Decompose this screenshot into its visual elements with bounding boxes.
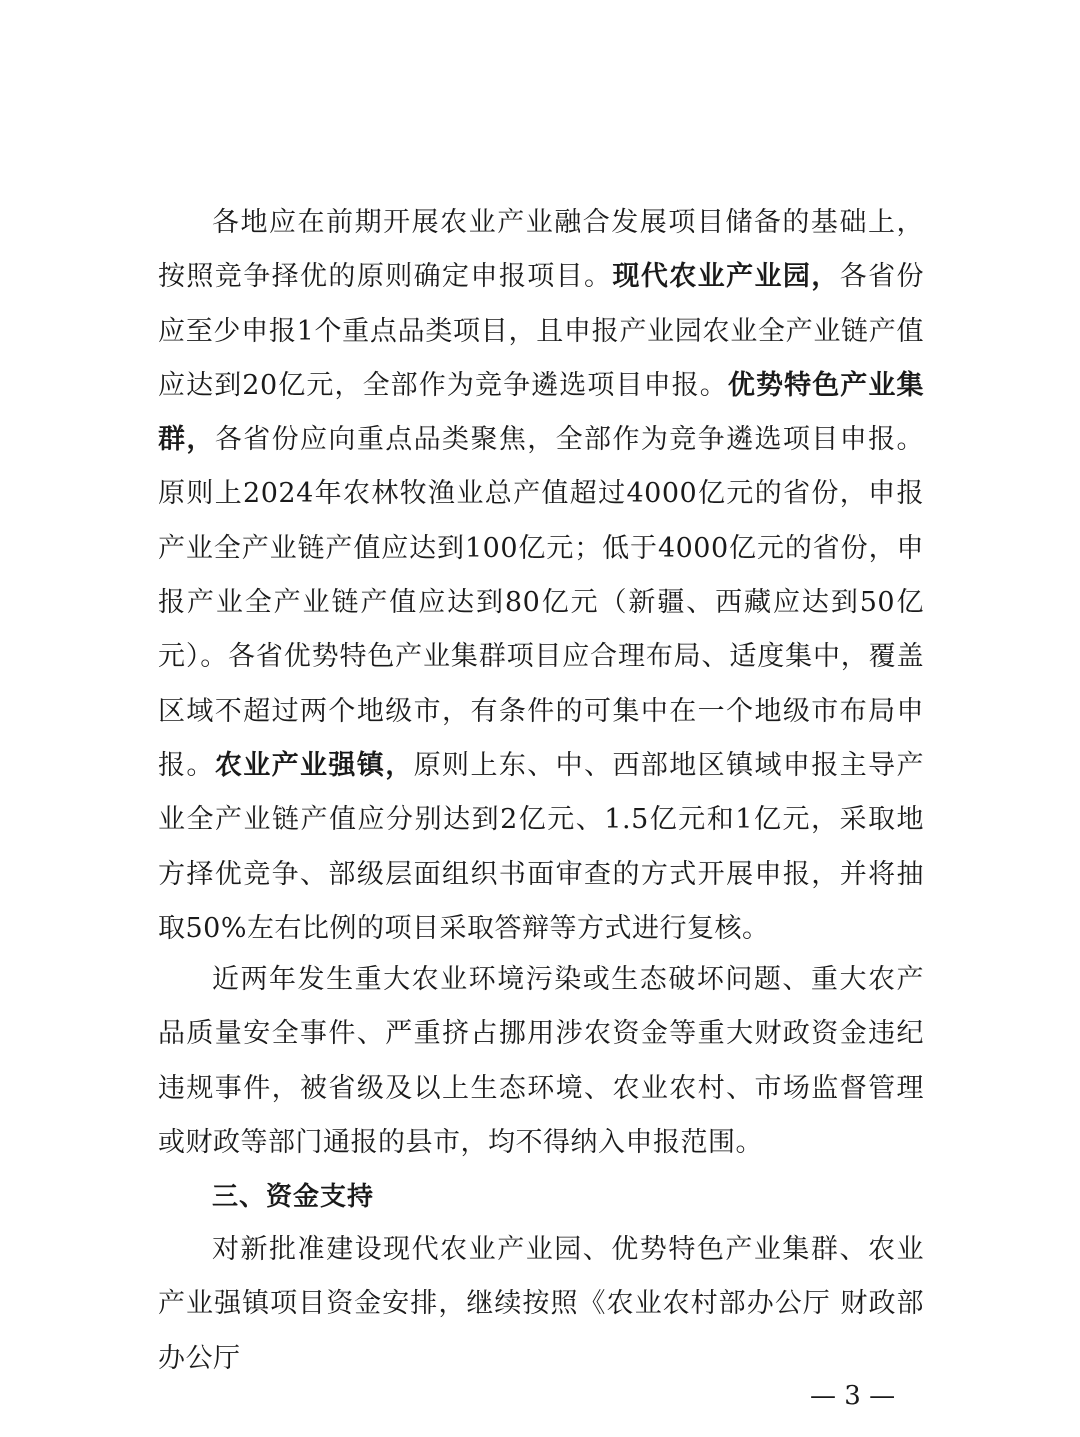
bold-term-industry-town: 农业产业强镇， <box>214 749 414 781</box>
paragraph-text: 原则上东、中、西部地区镇域申报主导产业全产业链产值应分别达到2亿元、1.5亿元和1亿元，采取地方择优竞争、部级层面组织书面审查的方式开展申报，并将抽取50%左右比例的项目采取答辩等方式进行复核。 <box>158 749 925 944</box>
paragraph-exclusions <box>158 953 924 1170</box>
bold-term-industry-cluster: 优势特色产业集群， <box>158 369 924 456</box>
paragraph-text: 各省份应至少申报1个重点品类项目，且申报产业园农业全产业链产值应达到20亿元，全部作为竞争遴选项目申报。 <box>158 261 925 401</box>
bold-term-modern-agri-park: 现代农业产业园， <box>612 261 840 293</box>
section-heading-funding: 三、资金支持 <box>212 1182 375 1212</box>
paragraph-body: 对新批准建设现代农业产业园、优势特色产业集群、农业产业强镇项目资金安排，继续按照《农业农村部办公厅 财政部办公厅 <box>158 1234 924 1374</box>
paragraph-funding <box>158 1223 924 1386</box>
paragraph-body: 近两年发生重大农业环境污染或生态破坏问题、重大农产品质量安全事件、严重挤占挪用涉农资金等重大财政资金违纪违规事件，被省级及以上生态环境、农业农村、市场监督管理或财政等部门通报的县市，均不得纳入申报范围。 <box>158 964 924 1158</box>
page-number: — 3 — <box>810 1381 896 1411</box>
paragraph-text: 各省份应向重点品类聚焦，全部作为竞争遴选项目申报。原则上2024年农林牧渔业总产值超过4000亿元的省份，申报产业全产业链产值应达到100亿元；低于4000亿元的省份，申报产业全产业链产值应达到80亿元（新疆、西藏应达到50亿元）。各省优势特色产业集群项目应合理布局、适度集中，覆盖区域不超过两个地级市，有条件的可集中在一个地级市布局申报。 <box>158 424 925 781</box>
paragraph-body <box>158 196 924 956</box>
paragraph-text: 各地应在前期开展农业产业融合发展项目储备的基础上，按照竞争择优的原则确定申报项目。 <box>158 207 924 293</box>
paragraph-project-requirements <box>158 196 924 956</box>
